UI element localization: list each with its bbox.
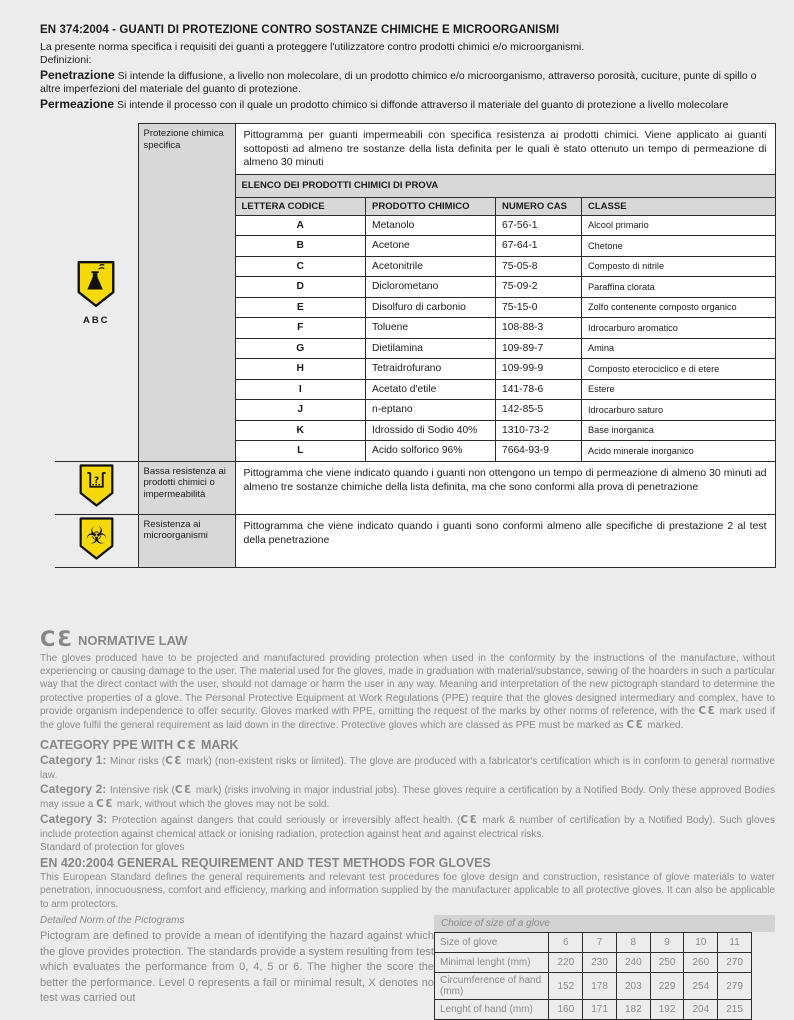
column-header: LETTERA CODICE — [236, 197, 366, 215]
class: Idrocarburo aromatico — [582, 318, 776, 339]
chemical-table-title: ELENCO DEI PRODOTTI CHIMICI DI PROVA — [236, 175, 776, 198]
code-letter: A — [236, 215, 366, 236]
size-value: 178 — [583, 973, 617, 1000]
size-value: 279 — [718, 973, 752, 1000]
table-row — [55, 514, 775, 567]
size-value: 215 — [718, 1000, 752, 1020]
en420-heading: EN 420:2004 GENERAL REQUIREMENT AND TEST METHODS FOR GLOVES — [40, 856, 491, 871]
class: Amina — [582, 338, 776, 359]
category-label: Category 2: — [40, 781, 110, 796]
size-row-label: Circumference of hand (mm) — [435, 973, 549, 1000]
table-row — [236, 318, 776, 339]
product: Acido solforico 96% — [366, 441, 496, 461]
paragraph-text: mark used if the glove fulfil the general requirement as laid down in the directive. Protective gloves which are classed as PPE must be marked as — [40, 705, 776, 731]
definition-term: Permeazione — [40, 96, 115, 111]
code-letter: D — [236, 277, 366, 298]
biohazard-shield-icon — [78, 516, 115, 566]
definition-penetrazione — [40, 68, 775, 97]
size-value: 254 — [684, 973, 718, 1000]
class: Composto eterociclico e di etere — [582, 359, 776, 380]
code-letter: J — [236, 400, 366, 421]
size-value: 8 — [616, 933, 650, 953]
product: Toluene — [366, 318, 496, 339]
size-value: 7 — [583, 933, 617, 953]
table-row — [435, 933, 752, 953]
pictogram-cell — [55, 461, 138, 514]
definition-term: Penetrazione — [40, 67, 115, 82]
pictogram-content — [235, 514, 775, 567]
table-row — [236, 277, 776, 298]
category-heading — [40, 737, 775, 752]
table-row — [236, 420, 776, 441]
paragraph-text: mark) (risks involving in major industrial jobs). These gloves require a certification by a Notified Body. Only these approved Bodies may issue a — [40, 784, 775, 810]
class: Alcool primario — [582, 215, 776, 236]
product: Dietilamina — [366, 338, 496, 359]
size-value: 250 — [650, 953, 684, 973]
product: Tetraidrofurano — [366, 359, 496, 380]
pictogram-description: Pittogramma che viene indicato quando i guanti sono conformi almeno alle specifiche di prestazione 2 al test della penetrazione — [243, 519, 767, 546]
intro-paragraph: La presente norma specifica i requisiti dei guanti a proteggere l'utilizzatore contro prodotti chimici e/o microorganismi. — [40, 41, 585, 53]
category-label: Category 1: — [40, 752, 111, 767]
pictogram-content — [235, 124, 775, 461]
class: Paraffina clorata — [582, 277, 776, 298]
cas-number: 141-78-6 — [496, 379, 582, 400]
table-row — [236, 236, 776, 257]
table-row — [236, 379, 776, 400]
table-row — [55, 124, 775, 461]
svg-text:☣: ☣ — [85, 521, 108, 550]
cas-number: 109-89-7 — [496, 338, 582, 359]
cas-number: 75-09-2 — [496, 277, 582, 298]
class: Idrocarburo saturo — [582, 400, 776, 421]
category-3 — [40, 812, 775, 841]
table-row — [236, 359, 776, 380]
paragraph-text: Intensive risk ( — [109, 784, 175, 796]
heading-text: MARK — [197, 737, 239, 752]
definitions-label: Definizioni: — [40, 54, 92, 67]
cas-number: 75-05-8 — [496, 256, 582, 277]
glove-size-table — [434, 932, 752, 1020]
product: Diclorometano — [366, 277, 496, 298]
cas-number: 142-85-5 — [496, 400, 582, 421]
cas-number: 67-64-1 — [496, 236, 582, 257]
beaker-question-shield-icon — [78, 463, 115, 513]
size-value: 152 — [549, 973, 583, 1000]
category-1 — [40, 753, 775, 782]
pictogram-content — [235, 461, 775, 514]
normative-law-heading — [40, 626, 775, 650]
code-letter: L — [236, 441, 366, 461]
size-row-label: Lenght of hand (mm) — [435, 1000, 549, 1020]
table-row — [236, 400, 776, 421]
cas-number: 7664-93-9 — [496, 441, 582, 461]
product: Acetonitrile — [366, 256, 496, 277]
heading-text: CATEGORY PPE WITH — [40, 737, 177, 752]
cas-number: 1310-73-2 — [496, 420, 582, 441]
chemical-products-table — [236, 174, 776, 461]
class: Chetone — [582, 236, 776, 257]
heading-text: NORMATIVE LAW — [78, 632, 188, 648]
paragraph-text: mark, without which the gloves may not be sold. — [114, 798, 330, 810]
table-row — [55, 461, 775, 514]
pictogram-label: Resistenza ai microorganismi — [138, 514, 235, 567]
pictogram-caption: ABC — [82, 314, 110, 326]
ce-mark-icon: CƐ — [40, 626, 75, 651]
page-title: EN 374:2004 - GUANTI DI PROTEZIONE CONTRO SOSTANZE CHIMICHE E MICROORGANISMI — [40, 24, 560, 36]
code-letter: F — [236, 318, 366, 339]
product: Acetone — [366, 236, 496, 257]
pictogram-cell — [55, 124, 138, 461]
pictogram-description: Pittogramma che viene indicato quando i guanti non ottengono un tempo di permeazione di almeno 30 minuti ad almeno tre sostanze chimiche della lista definita, ma che sono conformi alla prova di penetrazione — [243, 466, 767, 493]
code-letter: H — [236, 359, 366, 380]
pictogram-table — [55, 123, 776, 567]
pictogram-explanation-column — [40, 915, 434, 1020]
code-letter: B — [236, 236, 366, 257]
ce-mark-icon: CƐ — [96, 797, 115, 810]
class: Composto di nitrile — [582, 256, 776, 277]
definition-text: Si intende la diffusione, a livello non molecolare, di un prodotto chimico e/o microorganismo, attraverso porosità, cuciture, punte di spillo o altre imperfezioni del materiale del guanto di protezione. — [40, 69, 757, 96]
detailed-norm-title: Detailed Norm of the Pictograms — [40, 915, 185, 926]
size-value: 10 — [684, 933, 718, 953]
cas-number: 67-56-1 — [496, 215, 582, 236]
size-value: 270 — [718, 953, 752, 973]
ce-mark-icon: CƐ — [698, 704, 717, 717]
glove-size-column — [434, 915, 775, 1020]
size-row-label: Minimal lenght (mm) — [435, 953, 549, 973]
english-section — [40, 626, 775, 1020]
size-value: 9 — [650, 933, 684, 953]
en420-paragraph: This European Standard defines the general requirements and relevant test procedures foe glove design and construction, resistance of glove materials to water penetration, innocuousness, comfort and efficiency, marking and information supplied by the manufacturer applicable to all protective gloves. It can also be applicable to arm protectors. — [40, 872, 775, 910]
size-value: 11 — [718, 933, 752, 953]
ce-mark-icon: CƐ — [626, 718, 645, 731]
svg-text:?: ? — [93, 474, 99, 486]
paragraph-text: mark & number of certification by a Notified Body). Such gloves include protection against chemical attack or ionising radiation, protection against heat and against electrical risks. — [40, 814, 775, 840]
class: Base inorganica — [582, 420, 776, 441]
size-table-caption: Choice of size of a glove — [434, 915, 775, 932]
size-value: 260 — [684, 953, 718, 973]
definition-permeazione — [40, 97, 775, 112]
size-value: 220 — [549, 953, 583, 973]
cas-number: 75-15-0 — [496, 297, 582, 318]
ce-mark-icon: CƐ — [174, 783, 193, 796]
table-row — [236, 256, 776, 277]
normative-law-paragraph — [40, 652, 775, 733]
chemical-flask-shield-icon — [76, 259, 116, 314]
code-letter: I — [236, 379, 366, 400]
bottom-columns — [40, 915, 775, 1020]
pictogram-label: Bassa resistenza ai prodotti chimici o impermeabilità — [138, 461, 235, 514]
ce-mark-icon: CƐ — [176, 736, 198, 752]
size-value: 6 — [549, 933, 583, 953]
product: n-eptano — [366, 400, 496, 421]
table-title-row — [236, 175, 776, 198]
size-value: 171 — [583, 1000, 617, 1020]
paragraph-text: Protection against dangers that could seriously or irreversibly affect health. ( — [111, 814, 461, 826]
class: Zolfo contenente composto organico — [582, 297, 776, 318]
definition-text: Si intende il processo con il quale un prodotto chimico si diffonde attraverso il materiale del guanto di protezione a livello molecolare — [114, 98, 729, 111]
class: Acido minerale inorganico — [582, 441, 776, 461]
size-value: 229 — [650, 973, 684, 1000]
product: Disolfuro di carbonio — [366, 297, 496, 318]
pictogram-explanation-text: Pictogram are defined to provide a mean of identifying the hazard against which the glove provides protection. The standards provide a system resulting from test which evaluates the performance from 0, 4, 5 or 6. The higher the score the better the performance. Level 0 represents a fail or minimal result, X denotes no test was carried out — [40, 930, 434, 1005]
category-2 — [40, 782, 775, 812]
product: Acetato d'etile — [366, 379, 496, 400]
size-value: 240 — [616, 953, 650, 973]
code-letter: G — [236, 338, 366, 359]
code-letter: E — [236, 297, 366, 318]
paragraph-text: The gloves produced have to be projected and manufactured providing protection when used in the conformity by the instructions of the manufacture, without experiencing or causing damage to the user. The material used for the gloves, made in graduation with material/substance, sewing of the hoarders in such a particular way that the direct contact with the user, should not damage or harm the user in any way. Meaning and interpretation of the new pictograph standard to determine the protective properties of a glove. The Personal Protective Equipment at Work Regulations (PPE) require that the gloves designed intermediary and complex, have to provide organism independence to offer security. Gloves marked with PPE, omitting the request of the marks by other norms of reference, with the — [40, 652, 775, 717]
column-header: CLASSE — [582, 197, 776, 215]
size-value: 192 — [650, 1000, 684, 1020]
table-row — [236, 338, 776, 359]
category-label: Category 3: — [40, 811, 112, 826]
size-value: 203 — [616, 973, 650, 1000]
code-letter: K — [236, 420, 366, 441]
ce-mark-icon: CƐ — [460, 813, 479, 826]
table-row — [435, 953, 752, 973]
size-value: 160 — [549, 1000, 583, 1020]
standard-protection-note: Standard of protection for gloves — [40, 842, 185, 854]
size-value: 182 — [616, 1000, 650, 1020]
column-header: NUMERO CAS — [496, 197, 582, 215]
table-row — [236, 215, 776, 236]
pictogram-cell — [55, 514, 138, 567]
size-value: 204 — [684, 1000, 718, 1020]
cas-number: 108-88-3 — [496, 318, 582, 339]
class: Estere — [582, 379, 776, 400]
table-row — [435, 1000, 752, 1020]
code-letter: C — [236, 256, 366, 277]
pictogram-label: Protezione chimica specifica — [138, 124, 235, 461]
product: Metanolo — [366, 215, 496, 236]
ce-mark-icon: CƐ — [165, 754, 184, 767]
table-row — [236, 441, 776, 461]
pictogram-description: Pittogramma per guanti impermeabili con specifica resistenza ai prodotti chimici. Viene applicato ai guanti sottoposti ad almeno tre sostanze della lista definita per le quali è stato ottenuto un tempo di permeazione di almeno 30 minuti — [243, 129, 767, 169]
product: Idrossido di Sodio 40% — [366, 420, 496, 441]
paragraph-text: mark) (non-existent risks or limited). The glove are produced with a fabricator's certification which is in conform to general normative law. — [40, 755, 775, 781]
paragraph-text: Minor risks ( — [110, 755, 166, 767]
size-row-label: Size of glove — [435, 933, 549, 953]
table-row — [435, 973, 752, 1000]
table-row — [236, 297, 776, 318]
paragraph-text: marked. — [644, 719, 684, 731]
cas-number: 109-99-9 — [496, 359, 582, 380]
table-header-row — [236, 197, 776, 215]
column-header: PRODOTTO CHIMICO — [366, 197, 496, 215]
size-value: 230 — [583, 953, 617, 973]
